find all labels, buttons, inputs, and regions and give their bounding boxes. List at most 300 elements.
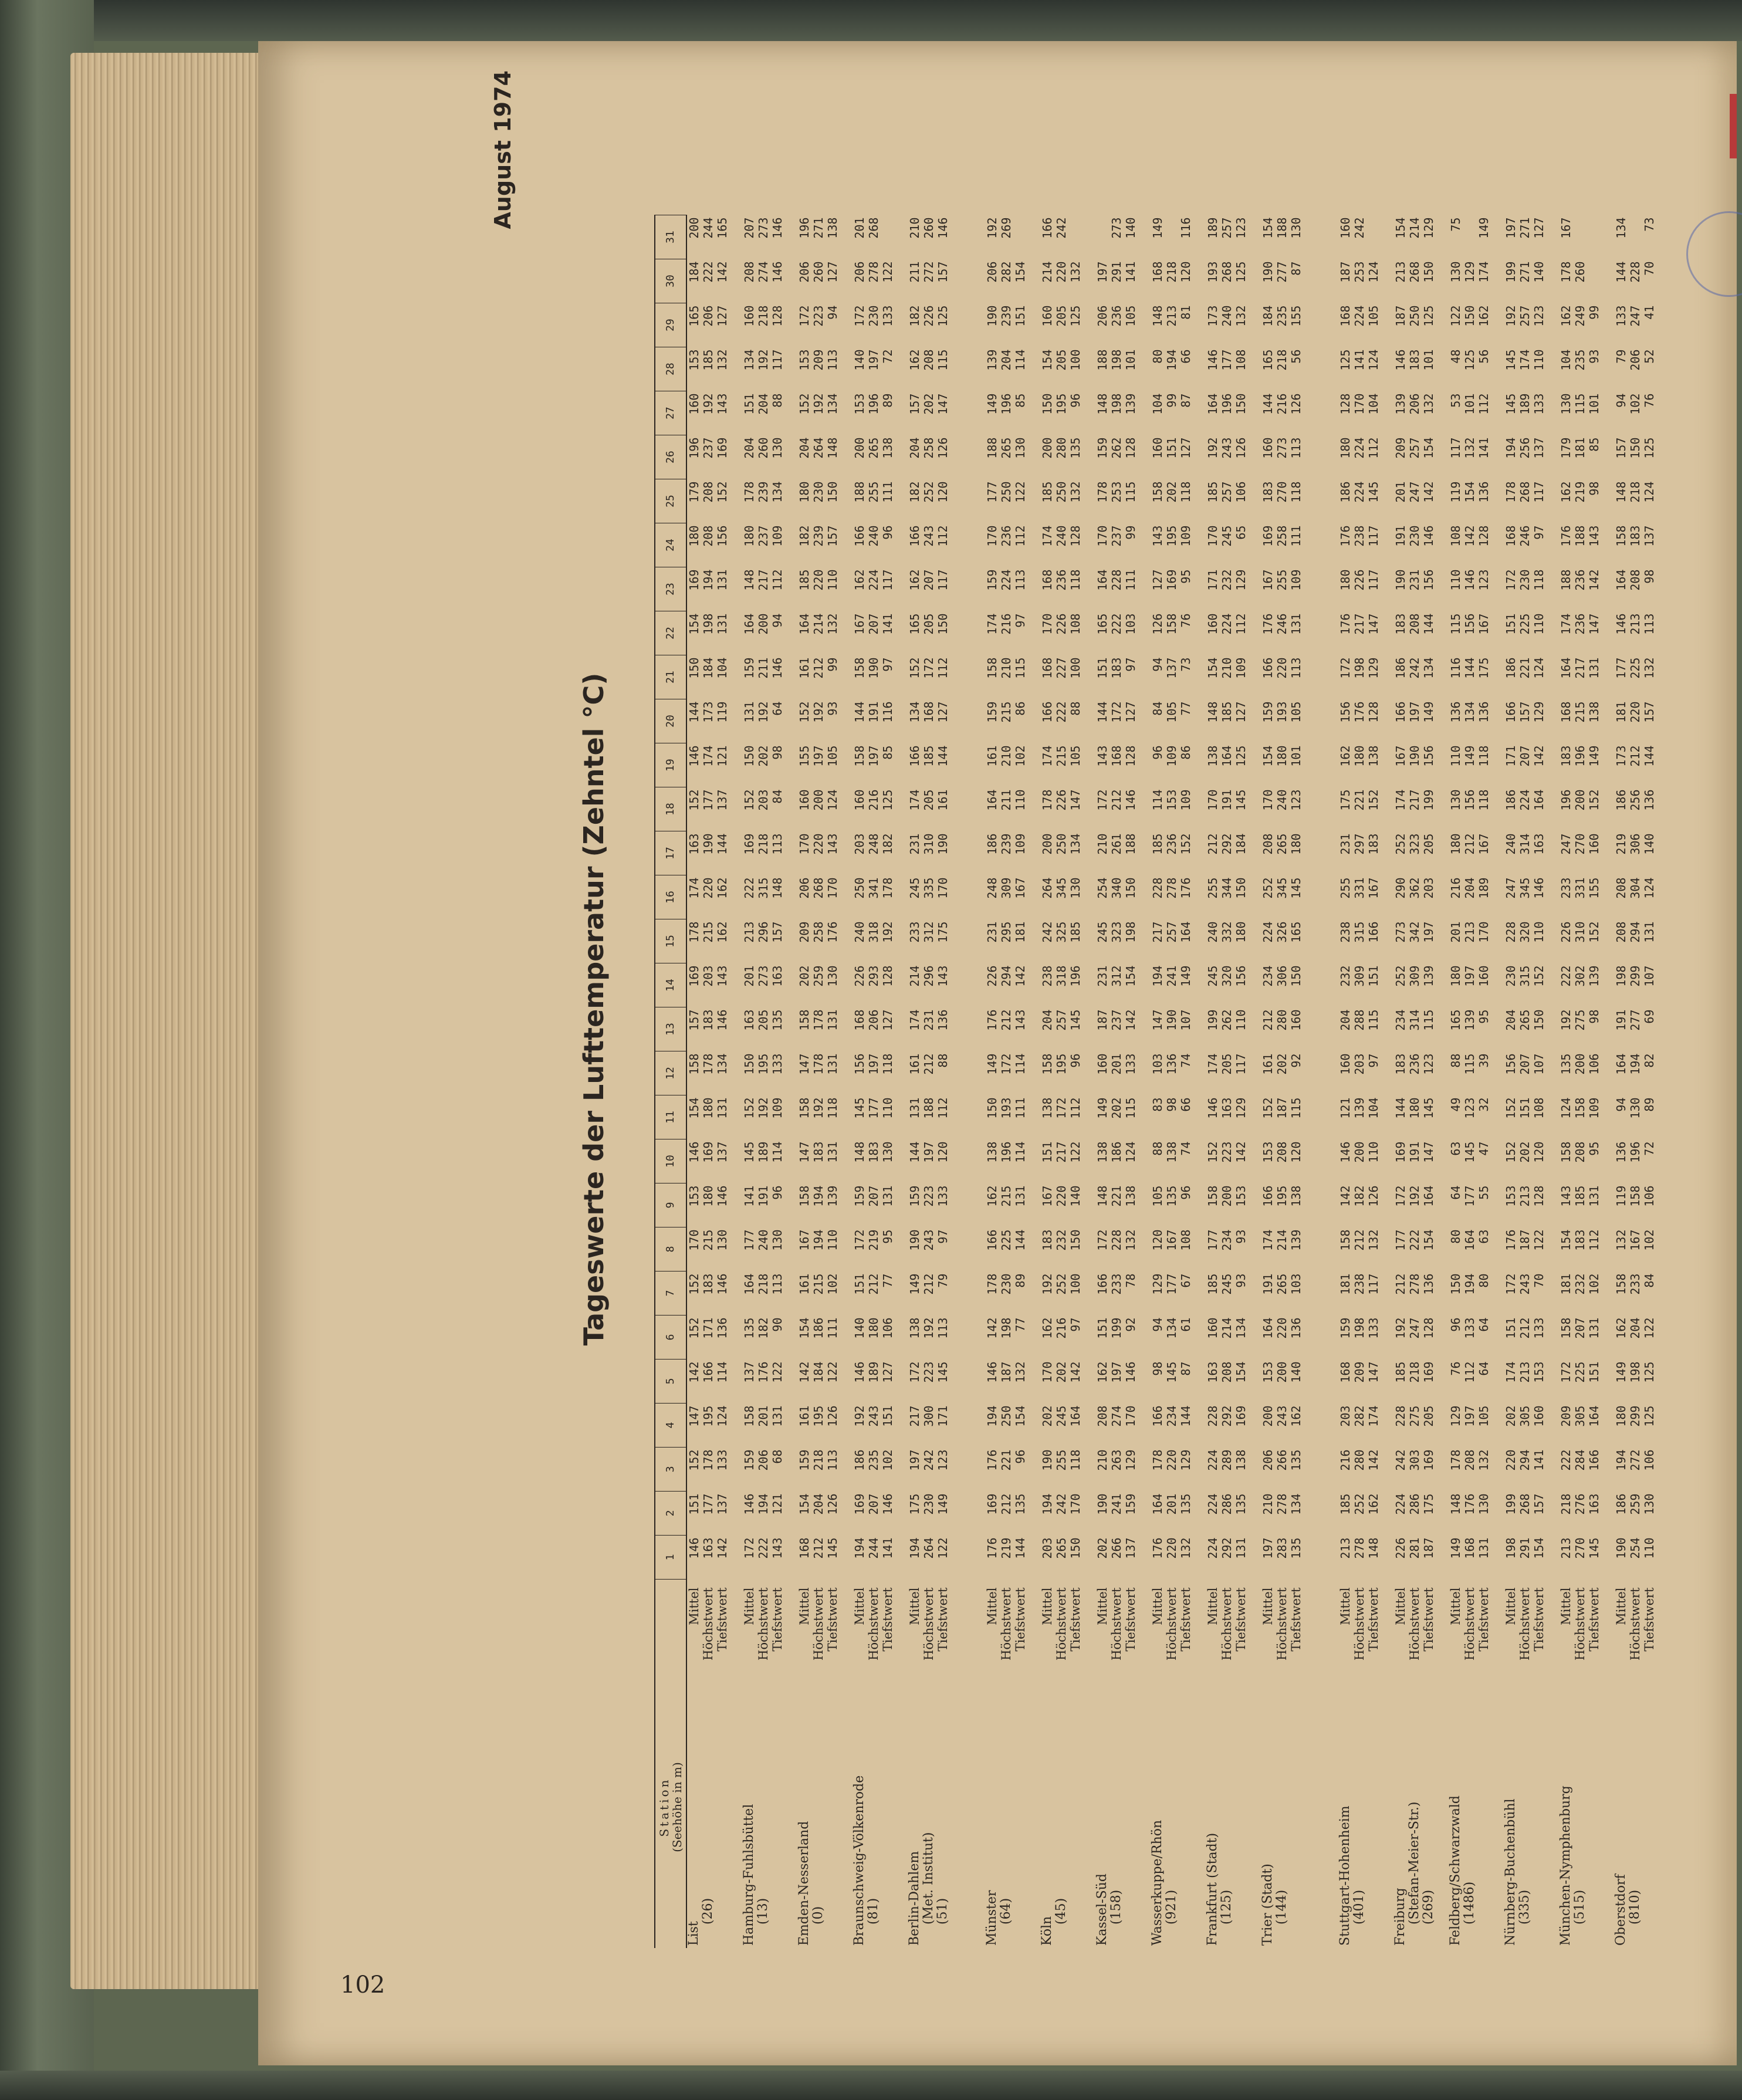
temperature-value: 105 (1068, 745, 1083, 767)
temperature-value: 99 (826, 657, 840, 672)
temperature-value: 196 (999, 393, 1013, 415)
temperature-value: 228 (1628, 261, 1642, 283)
temperature-value: 122 (1068, 1141, 1083, 1163)
temperature-value: 212 (1110, 789, 1124, 811)
temperature-value: 278 (867, 261, 881, 283)
temperature-value: 163 (770, 965, 784, 987)
temperature-value: 150 (1124, 877, 1138, 899)
temperature-value: 116 (1449, 657, 1463, 679)
temperature-value: 174 (1040, 745, 1054, 767)
temperature-value: 74 (1179, 1053, 1193, 1068)
value-type: Höchstwert (1352, 1587, 1366, 1661)
temperature-value: 192 (811, 701, 826, 723)
temperature-value: 240 (1504, 833, 1518, 855)
station-elevation: (515) (1572, 1889, 1587, 1925)
temperature-value: 146 (770, 217, 784, 239)
table-row (1573, 215, 1587, 1949)
temperature-value: 47 (1477, 1141, 1491, 1156)
temperature-value: 222 (1559, 965, 1573, 987)
temperature-value: 233 (1559, 877, 1573, 899)
temperature-value: 264 (811, 437, 826, 459)
temperature-value: 192 (985, 217, 999, 239)
temperature-value: 130 (1642, 1493, 1656, 1515)
spacer-row (1138, 215, 1151, 1949)
temperature-value: 203 (1422, 877, 1436, 899)
temperature-value: 117 (1366, 1273, 1381, 1295)
temperature-value: 89 (1013, 1273, 1027, 1288)
temperature-value: 202 (1504, 1405, 1518, 1427)
table-row (715, 215, 729, 1949)
temperature-value: 119 (1449, 481, 1463, 503)
temperature-value: 213 (1393, 261, 1408, 283)
temperature-value: 268 (1408, 261, 1422, 283)
temperature-value: 166 (1040, 217, 1054, 239)
temperature-value: 168 (1463, 1537, 1477, 1559)
temperature-value: 205 (922, 613, 936, 635)
temperature-value: 184 (1261, 305, 1275, 327)
temperature-value: 130 (1628, 1097, 1642, 1119)
temperature-value: 163 (1220, 1097, 1234, 1119)
temperature-value: 109 (1013, 833, 1027, 855)
temperature-value: 222 (701, 261, 715, 283)
spacer-row (1083, 215, 1095, 1949)
temperature-value: 127 (1179, 437, 1193, 459)
temperature-value: 186 (853, 1449, 867, 1471)
temperature-value: 216 (1054, 1317, 1068, 1339)
temperature-value: 260 (922, 217, 936, 239)
temperature-value: 247 (1408, 1317, 1422, 1339)
spacer-row (1193, 215, 1206, 1949)
temperature-value: 306 (1628, 833, 1642, 855)
temperature-value: 222 (1054, 701, 1068, 723)
temperature-value: 213 (1463, 921, 1477, 943)
temperature-value: 180 (1449, 965, 1463, 987)
temperature-value: 161 (985, 745, 999, 767)
temperature-value: 162 (1338, 745, 1352, 767)
temperature-value: 213 (1338, 1537, 1352, 1559)
temperature-value: 265 (1275, 1273, 1289, 1295)
day-header: 9 (655, 1183, 686, 1227)
value-type: Höchstwert (756, 1587, 770, 1661)
station-name: Münster (985, 1890, 999, 1946)
temperature-value: 175 (936, 921, 950, 943)
temperature-value: 41 (1642, 305, 1656, 320)
temperature-value: 200 (1275, 1361, 1289, 1383)
temperature-value: 160 (1477, 965, 1491, 987)
temperature-value: 109 (1179, 525, 1193, 547)
table-row (1338, 215, 1352, 1949)
temperature-value: 208 (1628, 569, 1642, 591)
temperature-value: 125 (1234, 745, 1248, 767)
temperature-value: 95 (1477, 1009, 1491, 1024)
temperature-value: 283 (1275, 1537, 1289, 1559)
temperature-value: 135 (1559, 1053, 1573, 1075)
temperature-value: 184 (1234, 833, 1248, 855)
station-elevation: (45) (1054, 1898, 1068, 1925)
temperature-value: 138 (1587, 701, 1601, 723)
temperature-value: 221 (1110, 1185, 1124, 1207)
temperature-value: 296 (756, 921, 770, 943)
temperature-value: 82 (1642, 1053, 1656, 1068)
temperature-value: 225 (1573, 1361, 1587, 1383)
temperature-value: 115 (1422, 1009, 1436, 1031)
temperature-value: 177 (701, 789, 715, 811)
station-elevation: (810) (1628, 1889, 1642, 1925)
temperature-value: 176 (985, 1449, 999, 1471)
temperature-value: 74 (1179, 1141, 1193, 1156)
temperature-value: 142 (1366, 1449, 1381, 1471)
temperature-value: 169 (1422, 1449, 1436, 1471)
temperature-value: 210 (1220, 657, 1234, 679)
temperature-value: 160 (1040, 305, 1054, 327)
temperature-value: 255 (867, 481, 881, 503)
temperature-value: 130 (1068, 877, 1083, 899)
temperature-value: 112 (1463, 1361, 1477, 1383)
temperature-value: 97 (881, 657, 895, 672)
temperature-value: 123 (1289, 789, 1303, 811)
temperature-value: 247 (1408, 481, 1422, 503)
temperature-value: 108 (1449, 525, 1463, 547)
temperature-value: 289 (1220, 1449, 1234, 1471)
temperature-value: 315 (1518, 965, 1532, 987)
temperature-value: 55 (1477, 1185, 1491, 1200)
temperature-value: 208 (1275, 1141, 1289, 1163)
temperature-value: 159 (742, 657, 756, 679)
temperature-value: 180 (1614, 1405, 1628, 1427)
temperature-value: 167 (797, 1229, 811, 1251)
temperature-value: 150 (826, 481, 840, 503)
temperature-value: 180 (1289, 833, 1303, 855)
table-row (1013, 215, 1027, 1949)
temperature-value: 53 (1449, 393, 1463, 408)
temperature-value: 209 (1559, 1405, 1573, 1427)
temperature-value: 106 (1234, 481, 1248, 503)
temperature-value: 233 (1110, 1273, 1124, 1295)
temperature-value: 207 (867, 1493, 881, 1515)
temperature-value: 126 (1289, 393, 1303, 415)
temperature-value: 271 (1518, 217, 1532, 239)
temperature-value: 159 (985, 701, 999, 723)
temperature-value: 258 (922, 437, 936, 459)
temperature-value: 149 (1477, 217, 1491, 239)
temperature-value: 114 (1151, 789, 1165, 811)
temperature-value: 312 (1110, 965, 1124, 987)
temperature-value: 138 (1124, 1185, 1138, 1207)
temperature-value: 79 (1614, 349, 1628, 364)
temperature-value: 128 (1366, 701, 1381, 723)
day-header: 25 (655, 479, 686, 523)
table-row (1151, 215, 1165, 1949)
temperature-value: 187 (999, 1361, 1013, 1383)
temperature-value: 206 (1408, 393, 1422, 415)
temperature-value: 142 (1587, 569, 1601, 591)
temperature-value: 136 (1477, 481, 1491, 503)
temperature-value: 95 (1587, 1141, 1601, 1156)
station-name: Feldberg/Schwarzwald (1448, 1795, 1463, 1946)
temperature-value: 212 (1206, 833, 1220, 855)
temperature-value: 292 (1220, 833, 1234, 855)
temperature-value: 61 (1179, 1317, 1193, 1332)
temperature-value: 230 (999, 1273, 1013, 1295)
temperature-value: 277 (1628, 1009, 1642, 1031)
temperature-value: 113 (1642, 613, 1656, 635)
temperature-value: 177 (1614, 657, 1628, 679)
temperature-value: 201 (756, 1405, 770, 1427)
temperature-value: 310 (922, 833, 936, 855)
temperature-value: 109 (1234, 657, 1248, 679)
temperature-value: 94 (1151, 1317, 1165, 1332)
temperature-value: 174 (1261, 1229, 1275, 1251)
temperature-value: 191 (1408, 1141, 1422, 1163)
temperature-value: 154 (1422, 437, 1436, 459)
temperature-value: 138 (1289, 1185, 1303, 1207)
temperature-value: 170 (1352, 393, 1366, 415)
station-name: Kassel-Süd (1095, 1874, 1110, 1946)
temperature-value: 143 (826, 833, 840, 855)
temperature-value: 166 (1151, 1405, 1165, 1427)
temperature-value: 167 (1040, 1185, 1054, 1207)
temperature-value: 172 (1095, 789, 1110, 811)
temperature-value: 112 (1234, 613, 1248, 635)
temperature-value: 183 (1040, 1229, 1054, 1251)
temperature-value: 223 (811, 305, 826, 327)
temperature-value: 153 (687, 349, 701, 371)
temperature-value: 344 (1220, 877, 1234, 899)
temperature-value: 156 (1463, 613, 1477, 635)
temperature-value: 143 (715, 393, 729, 415)
temperature-value: 107 (1179, 1009, 1193, 1031)
temperature-value: 127 (936, 701, 950, 723)
temperature-value: 215 (701, 1229, 715, 1251)
temperature-value: 126 (936, 437, 950, 459)
station-elevation: (64) (999, 1898, 1013, 1925)
temperature-value: 120 (936, 1141, 950, 1163)
temperature-value: 220 (1165, 1449, 1179, 1471)
temperature-value: 243 (1275, 1405, 1289, 1427)
temperature-value: 197 (1261, 1537, 1275, 1559)
temperature-value: 148 (1095, 1185, 1110, 1207)
station-header-label: Station (657, 1777, 671, 1837)
table-row (1504, 215, 1518, 1949)
temperature-value: 168 (1110, 745, 1124, 767)
temperature-value: 240 (1054, 525, 1068, 547)
temperature-value: 160 (1289, 1009, 1303, 1031)
temperature-value: 335 (922, 877, 936, 899)
temperature-value: 206 (1261, 1449, 1275, 1471)
value-type: Mittel (1151, 1587, 1165, 1625)
temperature-value: 162 (1040, 1317, 1054, 1339)
temperature-value: 66 (1179, 1097, 1193, 1112)
temperature-value: 212 (1352, 1229, 1366, 1251)
temperature-value: 159 (1124, 1493, 1138, 1515)
temperature-value: 151 (1165, 437, 1179, 459)
station-name: Stuttgart-Hohenheim (1338, 1805, 1352, 1946)
temperature-value: 315 (756, 877, 770, 899)
temperature-value: 222 (1408, 1229, 1422, 1251)
temperature-value: 68 (770, 1449, 784, 1464)
temperature-value: 165 (1261, 349, 1275, 371)
temperature-value: 162 (715, 921, 729, 943)
temperature-value: 233 (1628, 1273, 1642, 1295)
temperature-value: 158 (985, 657, 999, 679)
temperature-value: 255 (1206, 877, 1220, 899)
temperature-value: 158 (853, 745, 867, 767)
temperature-value: 151 (881, 1405, 895, 1427)
temperature-value: 158 (1040, 1053, 1054, 1075)
temperature-value: 138 (908, 1317, 922, 1339)
temperature-value: 166 (1366, 921, 1381, 943)
temperature-value: 97 (1532, 525, 1546, 540)
temperature-value: 134 (770, 481, 784, 503)
temperature-value: 320 (1518, 921, 1532, 943)
temperature-value: 181 (1013, 921, 1027, 943)
temperature-value: 137 (1165, 657, 1179, 679)
temperature-value: 242 (1040, 921, 1054, 943)
temperature-value: 133 (1614, 305, 1628, 327)
temperature-value: 158 (1206, 1185, 1220, 1207)
temperature-value: 188 (1573, 525, 1587, 547)
day-header: 17 (655, 831, 686, 875)
temperature-value: 149 (1422, 701, 1436, 723)
temperature-value: 69 (1642, 1009, 1656, 1024)
temperature-value: 190 (701, 833, 715, 855)
temperature-value: 220 (1275, 1317, 1289, 1339)
temperature-value: 102 (1587, 1273, 1601, 1295)
temperature-value: 331 (1573, 877, 1587, 899)
temperature-value: 128 (1068, 525, 1083, 547)
temperature-value: 230 (1504, 965, 1518, 987)
temperature-value: 211 (999, 789, 1013, 811)
temperature-value: 304 (1628, 877, 1642, 899)
temperature-value: 165 (1289, 921, 1303, 943)
temperature-value: 160 (1095, 1053, 1110, 1075)
temperature-value: 192 (881, 921, 895, 943)
temperature-value: 138 (1234, 1449, 1248, 1471)
temperature-value: 156 (715, 525, 729, 547)
temperature-value: 158 (1628, 1185, 1642, 1207)
temperature-value: 278 (1275, 1493, 1289, 1515)
temperature-value: 178 (985, 1273, 999, 1295)
temperature-value: 220 (1275, 657, 1289, 679)
temperature-value: 243 (922, 525, 936, 547)
temperature-value: 32 (1477, 1097, 1491, 1112)
temperature-value: 231 (1095, 965, 1110, 987)
temperature-value: 131 (770, 1405, 784, 1427)
temperature-value: 176 (1559, 525, 1573, 547)
temperature-value: 120 (1179, 261, 1193, 283)
temperature-value: 196 (797, 217, 811, 239)
temperature-value: 134 (1165, 1317, 1179, 1339)
temperature-value: 144 (936, 745, 950, 767)
temperature-value: 78 (1124, 1273, 1138, 1288)
temperature-value: 125 (1068, 305, 1083, 327)
temperature-value: 132 (1477, 1449, 1491, 1471)
temperature-value: 118 (1477, 745, 1491, 767)
temperature-value: 131 (826, 1053, 840, 1075)
temperature-value: 282 (999, 261, 1013, 283)
temperature-value: 144 (1393, 1097, 1408, 1119)
temperature-value: 178 (811, 1053, 826, 1075)
temperature-value: 194 (1463, 1273, 1477, 1295)
temperature-value: 150 (1463, 305, 1477, 327)
temperature-value: 271 (811, 217, 826, 239)
temperature-value: 148 (1151, 305, 1165, 327)
temperature-value: 118 (1532, 569, 1546, 591)
temperature-value: 245 (1220, 1273, 1234, 1295)
temperature-value: 154 (1040, 349, 1054, 371)
temperature-value: 177 (742, 1229, 756, 1251)
temperature-value: 138 (1206, 745, 1220, 767)
temperature-value: 192 (1559, 1009, 1573, 1031)
temperature-value: 154 (1463, 481, 1477, 503)
temperature-value: 151 (1504, 1317, 1518, 1339)
temperature-value: 176 (1338, 525, 1352, 547)
temperature-value: 218 (1628, 481, 1642, 503)
temperature-value: 216 (999, 613, 1013, 635)
temperature-value: 211 (756, 657, 770, 679)
temperature-value: 144 (1179, 1405, 1193, 1427)
temperature-value: 134 (1234, 1317, 1248, 1339)
temperature-value: 235 (1573, 349, 1587, 371)
temperature-value: 306 (1275, 965, 1289, 987)
temperature-value: 264 (1040, 877, 1054, 899)
temperature-value: 158 (1151, 481, 1165, 503)
temperature-value: 183 (867, 1141, 881, 1163)
temperature-value: 187 (1338, 261, 1352, 283)
temperature-value: 143 (1013, 1009, 1027, 1031)
temperature-value: 98 (1587, 1009, 1601, 1024)
temperature-value: 180 (1275, 745, 1289, 767)
temperature-value: 160 (687, 393, 701, 415)
temperature-value: 173 (1206, 305, 1220, 327)
table-row (1275, 215, 1289, 1949)
temperature-value: 105 (826, 745, 840, 767)
temperature-value: 268 (1518, 1493, 1532, 1515)
temperature-value: 174 (1518, 349, 1532, 371)
table-row (1408, 215, 1422, 1949)
table-row (936, 215, 950, 1949)
temperature-value: 97 (1068, 1317, 1083, 1332)
temperature-value: 100 (1068, 349, 1083, 371)
table-row (867, 215, 881, 1949)
temperature-value: 181 (1338, 1273, 1352, 1295)
temperature-value: 133 (715, 1449, 729, 1471)
temperature-value: 278 (1165, 877, 1179, 899)
temperature-value: 146 (1614, 613, 1628, 635)
temperature-value: 142 (1068, 1361, 1083, 1383)
table-row (1165, 215, 1179, 1949)
temperature-value: 92 (1124, 1317, 1138, 1332)
temperature-value: 305 (1573, 1405, 1587, 1427)
temperature-value: 158 (1338, 1229, 1352, 1251)
temperature-value: 245 (1054, 1405, 1068, 1427)
temperature-value: 114 (770, 1141, 784, 1163)
value-type: Mittel (1206, 1587, 1220, 1625)
temperature-value: 148 (1206, 701, 1220, 723)
temperature-value: 132 (1422, 393, 1436, 415)
temperature-value: 182 (797, 525, 811, 547)
temperature-value: 93 (1234, 1229, 1248, 1244)
temperature-value: 185 (1068, 921, 1083, 943)
temperature-value: 250 (853, 877, 867, 899)
temperature-value: 144 (1013, 1537, 1027, 1559)
temperature-value: 131 (1642, 921, 1656, 943)
temperature-value: 196 (1628, 1141, 1642, 1163)
temperature-value: 154 (1013, 261, 1027, 283)
temperature-value: 153 (797, 349, 811, 371)
temperature-value: 95 (881, 1229, 895, 1244)
temperature-value: 152 (797, 393, 811, 415)
